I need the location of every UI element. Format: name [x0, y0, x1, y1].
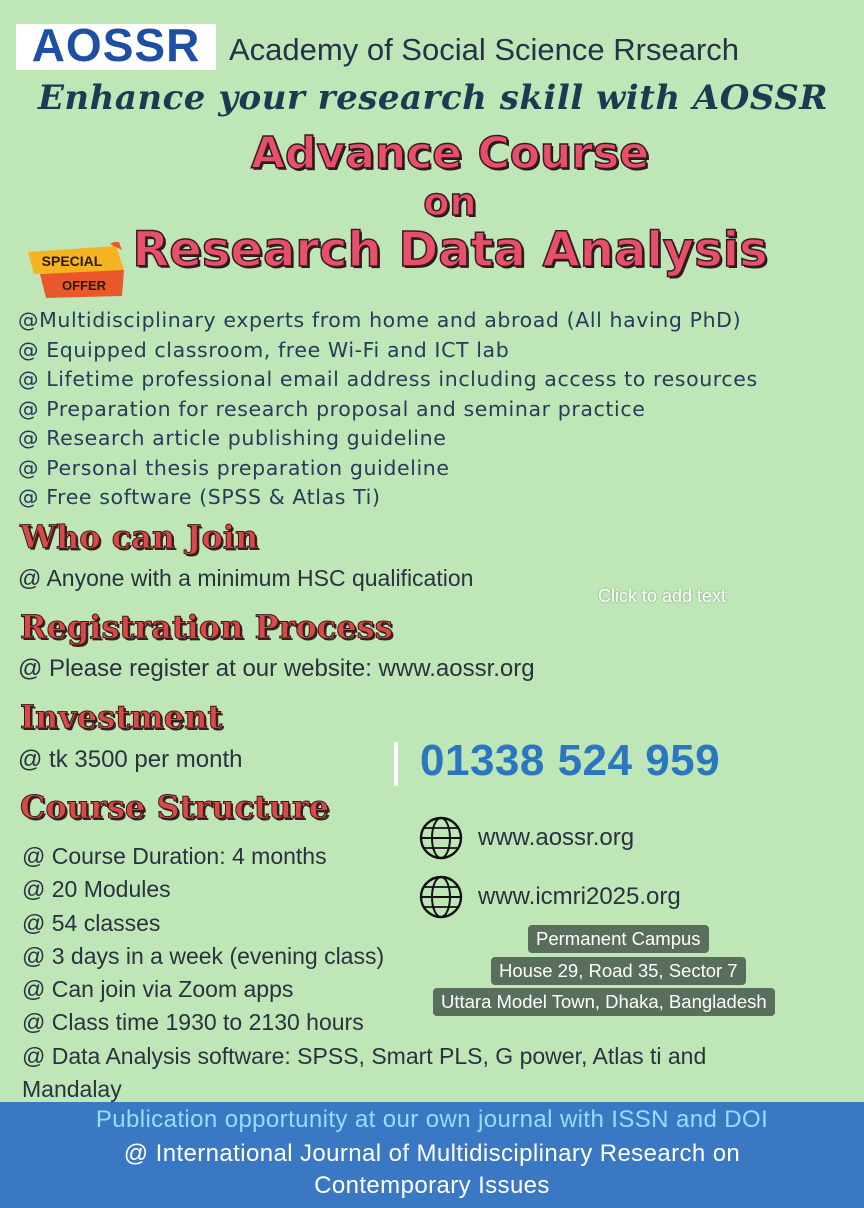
logo: [16, 18, 216, 72]
feature-item: @ Lifetime professional email address including access to resources: [18, 367, 758, 391]
investment-title: Investment: [20, 698, 223, 736]
academy-name: Academy of Social Science Rrsearch: [229, 32, 740, 67]
campus-line-3: Uttara Model Town, Dhaka, Bangladesh: [433, 988, 775, 1016]
registration-title: Registration Process: [20, 608, 393, 646]
feature-item: @Multidisciplinary experts from home and abroad (All having PhD): [18, 308, 742, 332]
who-can-join-text: @ Anyone with a minimum HSC qualification: [18, 565, 474, 591]
tagline: Enhance your research skill with AOSSR: [38, 78, 829, 118]
headline-line-1: Advance Course: [250, 128, 650, 179]
course-structure-title: Course Structure: [20, 788, 330, 826]
course-item: Mandalay: [22, 1076, 122, 1103]
feature-item: @ Equipped classroom, free Wi-Fi and ICT lab: [18, 337, 510, 362]
course-item: @ Can join via Zoom apps: [22, 976, 294, 1003]
investment-text: @ tk 3500 per month: [18, 746, 243, 773]
badge-top-text: SPECIAL: [41, 253, 103, 269]
who-can-join-title: Who can Join: [20, 518, 259, 556]
course-item: @ Class time 1930 to 2130 hours: [22, 1009, 364, 1036]
logo-text: AOSSR: [31, 19, 201, 71]
feature-item: @ Personal thesis preparation guideline: [18, 455, 450, 480]
click-to-add-text-hint[interactable]: Click to add text: [598, 586, 727, 606]
feature-item: @ Free software (SPSS & Atlas Ti): [18, 485, 381, 509]
feature-item: @ Research article publishing guideline: [18, 426, 447, 450]
headline-line-2: on: [423, 180, 477, 224]
headline-line-3: Research Data Analysis: [132, 222, 768, 278]
website-link-icmri: www.icmri2025.org: [478, 883, 681, 910]
website-link-aossr: www.aossr.org: [478, 824, 635, 851]
phone-divider: [394, 742, 398, 786]
course-item: @ Data Analysis software: SPSS, Smart PLS, G power, Atlas ti and: [22, 1042, 707, 1069]
course-item: @ 3 days in a week (evening class): [22, 942, 385, 969]
campus-line-1: Permanent Campus: [528, 925, 709, 953]
phone-number: 01338 524 959: [420, 736, 721, 785]
footer-publication-line: Publication opportunity at our own journal with ISSN and DOI: [95, 1106, 769, 1133]
course-item: @ 54 classes: [22, 909, 161, 936]
footer-banner: [0, 1102, 864, 1208]
course-item: @ Course Duration: 4 months: [22, 843, 327, 869]
features-list: [18, 306, 758, 513]
feature-item: @ Preparation for research proposal and seminar practice: [18, 396, 646, 421]
footer-journal-line-1: @ International Journal of Multidisciplinary Research on: [123, 1140, 741, 1167]
badge-bottom-text: OFFER: [61, 278, 107, 293]
course-item: @ 20 Modules: [22, 876, 171, 903]
footer-journal-line-2: Contemporary Issues: [314, 1172, 550, 1199]
registration-text: @ Please register at our website: www.aossr.org: [18, 655, 535, 682]
campus-line-2: House 29, Road 35, Sector 7: [491, 957, 746, 985]
special-offer-badge: [24, 242, 128, 300]
